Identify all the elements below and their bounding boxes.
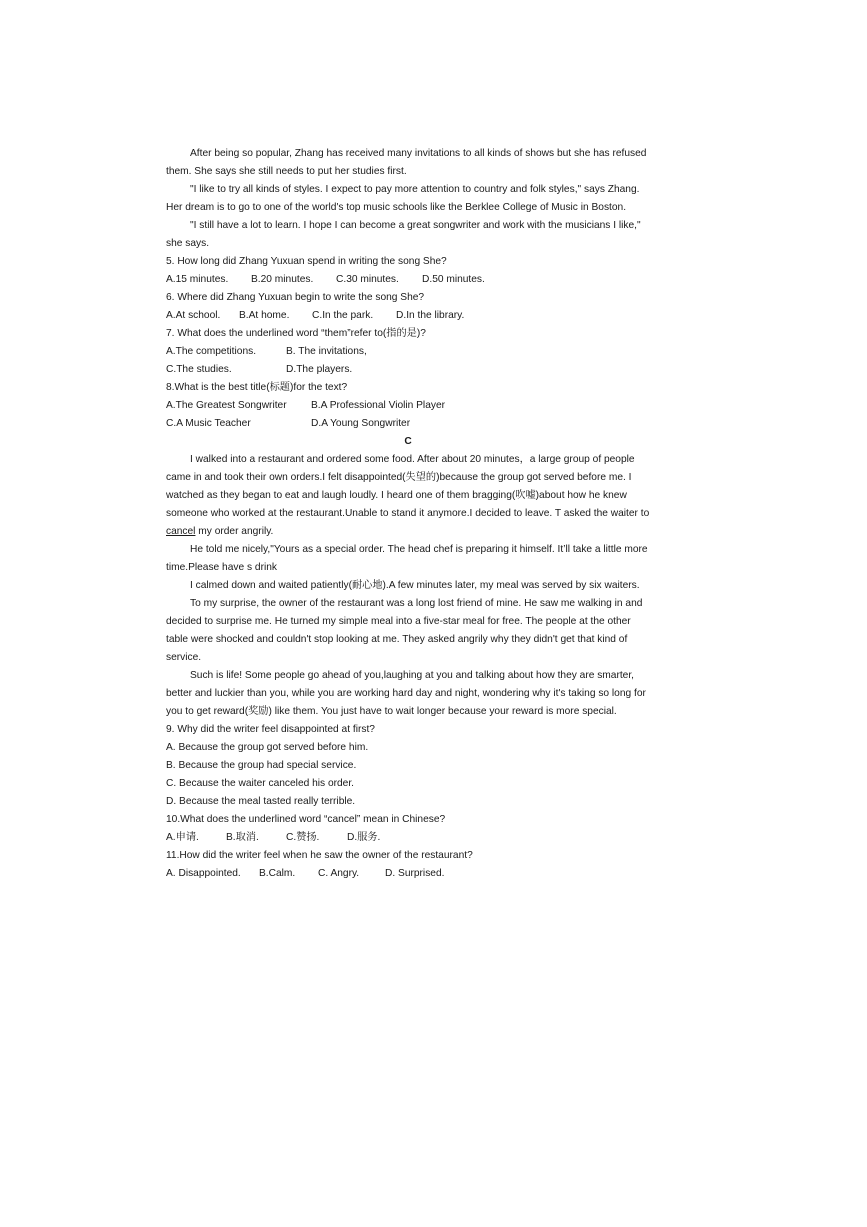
- question-stem: 6. Where did Zhang Yuxuan begin to write the song She?: [166, 292, 425, 303]
- option-d: D.In the library.: [396, 310, 465, 321]
- option-b: B. The invitations,: [286, 346, 367, 357]
- option-d: D.50 minutes.: [422, 274, 485, 285]
- option-row: [166, 415, 650, 433]
- question-10: [166, 811, 650, 847]
- question-8: [166, 379, 650, 433]
- passage-c-paragraph-3: I calmed down and waited patiently(耐心地).A few minutes later, my meal was served by six waiters.: [190, 580, 640, 591]
- option-row: [166, 865, 650, 883]
- question-6: [166, 289, 650, 325]
- passage-b-paragraph-3: "I still have a lot to learn. I hope I can become a great songwriter and work with the musicians I like," she says.: [166, 220, 641, 249]
- option-a: A. Because the group got served before him.: [166, 742, 369, 753]
- option-c: C. Because the waiter canceled his order.: [166, 778, 355, 789]
- option-b: B.At home.: [239, 310, 290, 321]
- option-d: D.The players.: [286, 364, 353, 375]
- passage-b-paragraph-1: After being so popular, Zhang has received many invitations to all kinds of shows but she has refused them. She says she still needs to put her studies first.: [166, 148, 647, 177]
- section-heading: C: [404, 436, 412, 447]
- option-b: B.取消.: [226, 832, 259, 843]
- passage-c-paragraph-4: To my surprise, the owner of the restaurant was a long lost friend of mine. He saw me walking in and decided to surprise me. He turned my simple meal into a five-star meal for free. The people at the other table were shocked and couldn't stop looking at me. They asked angrily why they didn't get that kind of service.: [166, 598, 643, 663]
- question-stem: 11.How did the writer feel when he saw the owner of the restaurant?: [166, 850, 473, 861]
- question-stem: 10.What does the underlined word “cancel” mean in Chinese?: [166, 814, 446, 825]
- option-a: A.The competitions.: [166, 346, 257, 357]
- underlined-word: cancel: [166, 526, 196, 537]
- option-c: C.30 minutes.: [336, 274, 399, 285]
- passage-c-paragraph-1: [166, 451, 650, 541]
- paragraph-text: I walked into a restaurant and ordered some food. After about 20 minutes，a large group of people came in and took their own orders.I felt disappointed(失望的)because the group got served before me. I watched as they began to eat and laugh loudly. I heard one of them bragging(吹嘘)about how he knew someone who worked at the restaurant.Unable to stand it anymore.I decided to leave. T asked the waiter to: [166, 454, 650, 519]
- option-c: C.In the park.: [312, 310, 374, 321]
- passage-c-paragraph-2: He told me nicely,"Yours as a special order. The head chef is preparing it himself. It’ll take a little more time.Please have s drink: [166, 544, 648, 573]
- option-row: [166, 307, 650, 325]
- option-row: [166, 397, 650, 415]
- question-5: [166, 253, 650, 289]
- option-row: [166, 343, 650, 361]
- question-stem: 9. Why did the writer feel disappointed at first?: [166, 724, 375, 735]
- option-c: C. Angry.: [318, 868, 360, 879]
- option-a: A.The Greatest Songwriter: [166, 400, 287, 411]
- document-page: [166, 145, 650, 883]
- paragraph-text: my order angrily.: [195, 526, 274, 537]
- passage-c-paragraph-5: Such is life! Some people go ahead of you,laughing at you and talking about how they are smarter, better and luckier than you, while you are working hard day and night, wondering why it's taking so long for you to get reward(奖励) like them. You just have to wait longer because your reward is more special.: [166, 670, 646, 717]
- question-7: [166, 325, 650, 379]
- option-d: D. Surprised.: [385, 868, 445, 879]
- option-a: A.申请.: [166, 832, 199, 843]
- option-d: D.A Young Songwriter: [311, 418, 411, 429]
- question-stem: 7. What does the underlined word “them”refer to(指的是)?: [166, 328, 426, 339]
- option-b: B. Because the group had special service.: [166, 760, 357, 771]
- question-stem: 5. How long did Zhang Yuxuan spend in writing the song She?: [166, 256, 447, 267]
- passage-b-paragraph-2: "I like to try all kinds of styles. I expect to pay more attention to country and folk styles," says Zhang. Her dream is to go to one of the world's top music schools like the Berklee College of Music in Boston.: [166, 184, 640, 213]
- question-stem: 8.What is the best title(标题)for the text?: [166, 382, 348, 393]
- question-11: [166, 847, 650, 883]
- option-row: [166, 361, 650, 379]
- option-c: C.赞扬.: [286, 832, 320, 843]
- option-c: C.The studies.: [166, 364, 232, 375]
- option-b: B.20 minutes.: [251, 274, 314, 285]
- option-a: A. Disappointed.: [166, 868, 241, 879]
- option-d: D.服务.: [347, 832, 381, 843]
- option-a: A.At school.: [166, 310, 221, 321]
- option-row: [166, 829, 650, 847]
- option-b: B.Calm.: [259, 868, 296, 879]
- option-row: [166, 271, 650, 289]
- question-9: [166, 721, 650, 811]
- option-a: A.15 minutes.: [166, 274, 229, 285]
- option-d: D. Because the meal tasted really terrible.: [166, 796, 356, 807]
- option-c: C.A Music Teacher: [166, 418, 251, 429]
- option-b: B.A Professional Violin Player: [311, 400, 446, 411]
